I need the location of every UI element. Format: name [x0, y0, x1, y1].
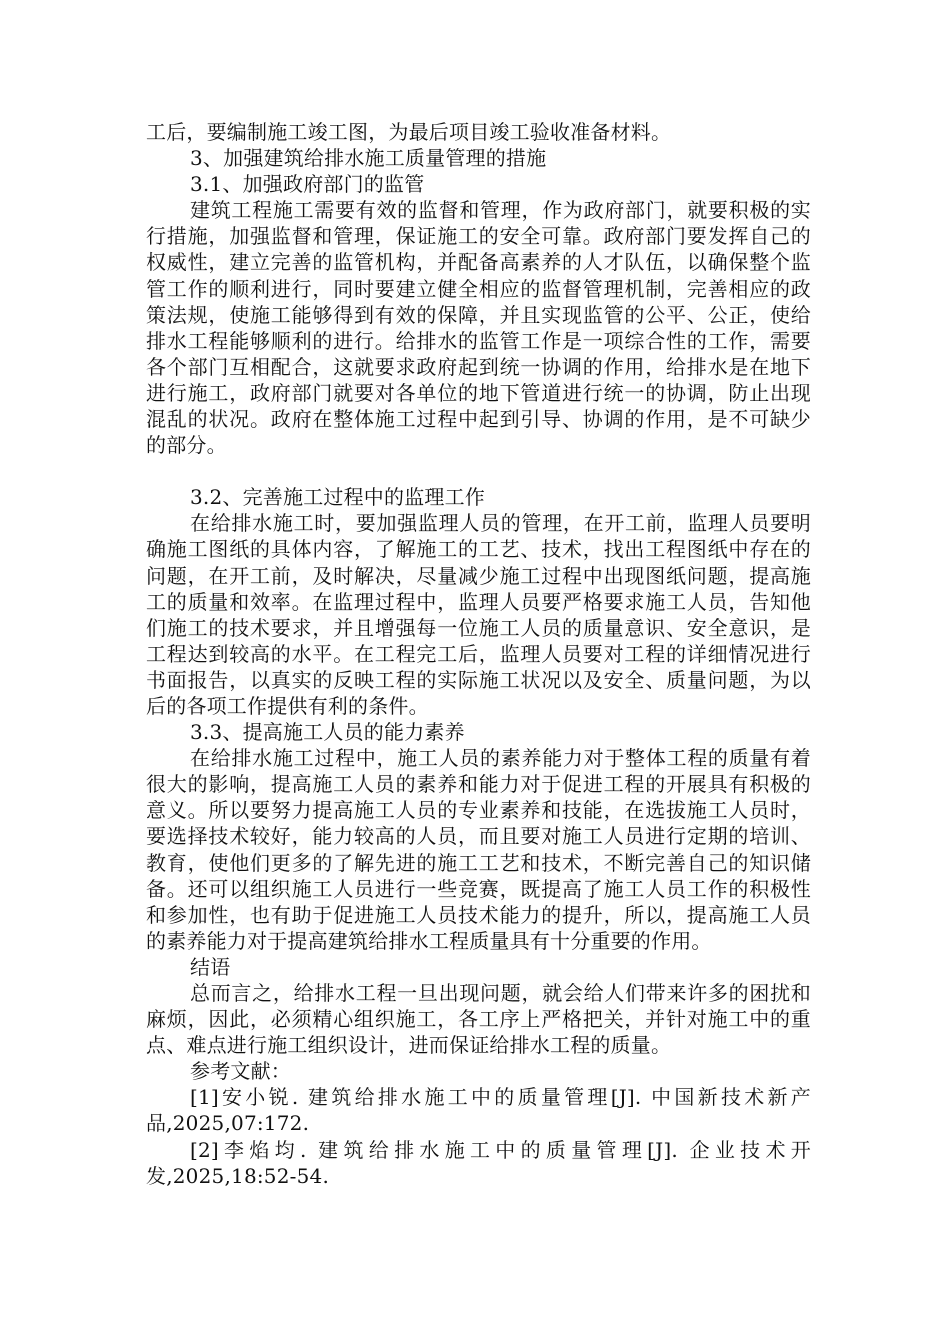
paragraph-supervision-work: 在给排水施工时，要加强监理人员的管理，在开工前，监理人员要明确施工图纸的具体内容，了解施工的工艺、技术，找出工程图纸中存在的问题，在开工前，及时解决，尽量减少施工过程中出现图纸问题，提高施工的质量和效率。在监理过程中，监理人员要严格要求施工人员，告知他们施工的技术要求，并且增强每一位施工人员的质量意识、安全意识，是工程达到较高的水平。在工程完工后，监理人员要对工程的详细情况进行书面报告，以真实的反映工程的实际施工状况以及安全、质量问题，为以后的各项工作提供有利的条件。 — [146, 511, 811, 718]
subsection-heading-3-3: 3.3、提高施工人员的能力素养 — [190, 720, 465, 745]
paragraph-conclusion: 总而言之，给排水工程一旦出现问题，就会给人们带来许多的困扰和麻烦，因此，必须精心组织施工，各工序上严格把关，并针对施工中的重点、难点进行施工组织设计，进而保证给排水工程的质量。 — [146, 981, 811, 1058]
reference-item-1: [1]安小锐. 建筑给排水施工中的质量管理[J]. 中国新技术新产品,2025,07:172. — [146, 1085, 811, 1136]
paragraph-worker-competence: 在给排水施工过程中，施工人员的素养能力对于整体工程的质量有着很大的影响，提高施工人员的素养和能力对于促进工程的开展具有积极的意义。所以要努力提高施工人员的专业素养和技能，在选拔施工人员时，要选择技术较好，能力较高的人员，而且要对施工人员进行定期的培训、教育，使他们更多的了解先进的施工工艺和技术，不断完善自己的知识储备。还可以组织施工人员进行一些竞赛，既提高了施工人员工作的积极性和参加性，也有助于促进施工人员技术能力的提升，所以，提高施工人员的素养能力对于提高建筑给排水工程质量具有十分重要的作用。 — [146, 746, 811, 953]
references-heading: 参考文献： — [190, 1059, 291, 1084]
subsection-heading-3-2: 3.2、完善施工过程中的监理工作 — [190, 485, 486, 510]
paragraph-continuation: 工后，要编制施工竣工图，为最后项目竣工验收准备材料。 — [146, 120, 672, 144]
subsection-heading-3-1: 3.1、加强政府部门的监管 — [190, 172, 425, 197]
paragraph-government-supervision: 建筑工程施工需要有效的监督和管理，作为政府部门，就要积极的实行措施，加强监督和管理，保证施工的安全可靠。政府部门要发挥自己的权威性，建立完善的监管机构，并配备高素养的人才队伍，以确保整个监管工作的顺利进行，同时要建立健全相应的监督管理机制，完善相应的政策法规，使施工能够得到有效的保障，并且实现监管的公平、公正，使给排水工程能够顺利的进行。给排水的监管工作是一项综合性的工作，需要各个部门互相配合，这就要求政府起到统一协调的作用，给排水是在地下进行施工，政府部门就要对各单位的地下管道进行统一的协调，防止出现混乱的状况。政府在整体施工过程中起到引导、协调的作用，是不可缺少的部分。 — [146, 198, 811, 458]
blank-line — [146, 458, 811, 484]
conclusion-heading: 结语 — [190, 954, 231, 979]
section-heading-3: 3、加强建筑给排水施工质量管理的措施 — [190, 146, 547, 171]
document-body — [146, 119, 811, 1189]
reference-item-2: [2]李焰均. 建筑给排水施工中的质量管理[J]. 企业技术开发,2025,18:52-54. — [146, 1137, 811, 1188]
